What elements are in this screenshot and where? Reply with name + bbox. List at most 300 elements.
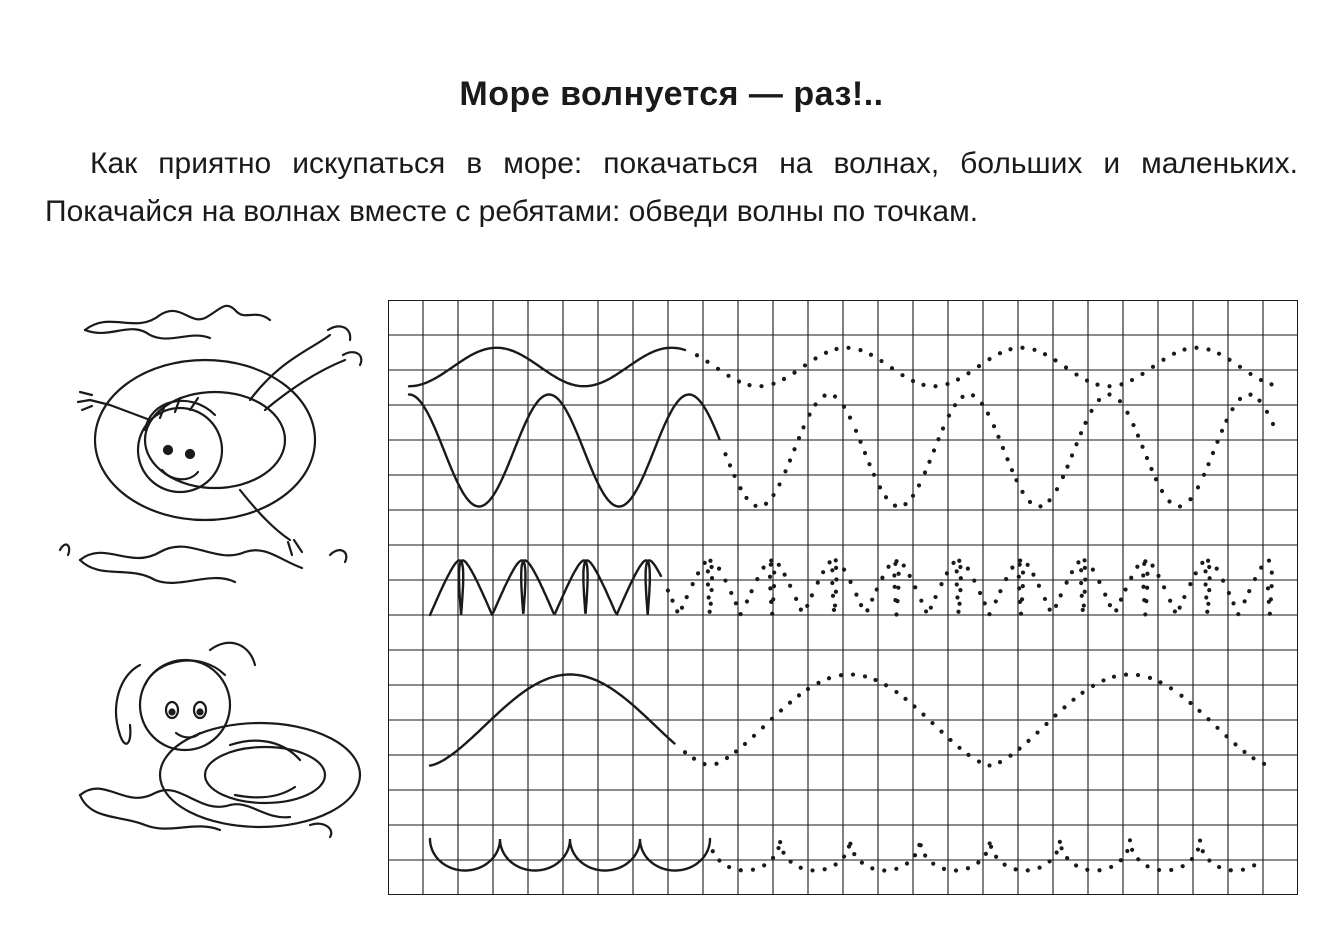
wave-dotted-row-1 xyxy=(695,353,699,357)
wave-dotted-row-3 xyxy=(1204,595,1208,599)
wave-dotted-row-3 xyxy=(799,607,803,611)
wave-dotted-row-3 xyxy=(998,589,1002,593)
wave-dotted-row-4 xyxy=(725,756,729,760)
wave-dotted-row-1 xyxy=(858,348,862,352)
wave-dotted-row-3 xyxy=(924,609,928,613)
wave-dotted-row-4 xyxy=(998,760,1002,764)
wave-dotted-row-2 xyxy=(936,437,940,441)
wave-dotted-row-3 xyxy=(875,587,879,591)
wave-dotted-row-3 xyxy=(1142,598,1146,602)
wave-dotted-row-3 xyxy=(1018,558,1022,562)
wave-dotted-row-2 xyxy=(1118,399,1122,403)
wave-dotted-row-2 xyxy=(833,394,837,398)
wave-dotted-row-5 xyxy=(778,840,782,844)
wave-dotted-row-4 xyxy=(1008,753,1012,757)
wave-dotted-row-4 xyxy=(966,753,970,757)
wave-dotted-row-5 xyxy=(1181,864,1185,868)
wave-dotted-row-3 xyxy=(1081,608,1085,612)
wave-dotted-row-3 xyxy=(816,581,820,585)
wave-dotted-row-3 xyxy=(966,567,970,571)
wave-dotted-row-5 xyxy=(1003,863,1007,867)
wave-dotted-row-3 xyxy=(1143,612,1147,616)
wave-dotted-row-5 xyxy=(810,868,814,872)
wave-dotted-row-4 xyxy=(1262,762,1266,766)
wave-dotted-row-5 xyxy=(1085,868,1089,872)
wave-dotted-row-3 xyxy=(1070,570,1074,574)
wave-dotted-row-4 xyxy=(1179,694,1183,698)
wave-dotted-row-2 xyxy=(923,470,927,474)
wave-dotted-row-3 xyxy=(939,582,943,586)
wave-dotted-row-3 xyxy=(1178,606,1182,610)
wave-dotted-row-5 xyxy=(1055,850,1059,854)
wave-dotted-row-3 xyxy=(893,585,897,589)
wave-dotted-row-3 xyxy=(1017,575,1021,579)
wave-dotted-row-3 xyxy=(945,571,949,575)
wave-dotted-row-3 xyxy=(1065,581,1069,585)
wave-dotted-row-1 xyxy=(900,373,904,377)
wave-dotted-row-3 xyxy=(1145,586,1149,590)
wave-dotted-row-3 xyxy=(1103,593,1107,597)
wave-dotted-row-3 xyxy=(805,604,809,608)
wave-dotted-row-3 xyxy=(897,572,901,576)
wave-dotted-row-2 xyxy=(788,458,792,462)
wave-dotted-row-2 xyxy=(738,486,742,490)
wave-dotted-row-5 xyxy=(1125,849,1129,853)
wave-dotted-row-1 xyxy=(782,377,786,381)
wave-dotted-row-3 xyxy=(1037,584,1041,588)
wave-dotted-row-3 xyxy=(958,588,962,592)
wave-dotted-row-3 xyxy=(1083,566,1087,570)
wave-dotted-row-3 xyxy=(1194,571,1198,575)
wave-dotted-row-4 xyxy=(1136,673,1140,677)
wave-dotted-row-2 xyxy=(1140,445,1144,449)
wave-dotted-row-2 xyxy=(1083,421,1087,425)
wave-dotted-row-2 xyxy=(1238,397,1242,401)
wave-dotted-row-3 xyxy=(810,593,814,597)
wave-dotted-row-2 xyxy=(792,447,796,451)
wave-dotted-row-2 xyxy=(986,412,990,416)
wave-dotted-row-3 xyxy=(734,601,738,605)
wave-dotted-row-3 xyxy=(972,578,976,582)
wave-dotted-row-3 xyxy=(959,576,963,580)
wave-dotted-row-3 xyxy=(1082,603,1086,607)
wave-dotted-row-5 xyxy=(1201,849,1205,853)
wave-dotted-row-1 xyxy=(987,357,991,361)
wave-dotted-row-1 xyxy=(747,383,751,387)
wave-dotted-row-3 xyxy=(691,582,695,586)
wave-dotted-row-5 xyxy=(1169,868,1173,872)
wave-dotted-row-3 xyxy=(761,566,765,570)
wave-dotted-row-3 xyxy=(1079,568,1083,572)
wave-dotted-row-4 xyxy=(702,762,706,766)
wave-dotted-row-5 xyxy=(984,852,988,856)
wave-dotted-row-1 xyxy=(1217,352,1221,356)
wave-dotted-row-3 xyxy=(896,586,900,590)
wave-dotted-row-4 xyxy=(1148,676,1152,680)
wave-dotted-row-2 xyxy=(1074,442,1078,446)
wave-dotted-row-2 xyxy=(867,462,871,466)
wave-dotted-row-4 xyxy=(806,687,810,691)
wave-dotted-row-3 xyxy=(865,608,869,612)
wave-dotted-row-2 xyxy=(878,485,882,489)
wave-dotted-row-3 xyxy=(908,574,912,578)
wave-dotted-row-3 xyxy=(834,590,838,594)
wave-dotted-row-5 xyxy=(882,868,886,872)
wave-dotted-row-5 xyxy=(923,853,927,857)
wave-dotted-row-1 xyxy=(1095,383,1099,387)
wave-dotted-row-2 xyxy=(1079,431,1083,435)
wave-dotted-row-3 xyxy=(1123,587,1127,591)
wave-dotted-row-2 xyxy=(893,504,897,508)
wave-dotted-row-4 xyxy=(816,681,820,685)
wave-dotted-row-3 xyxy=(913,585,917,589)
instructions-text: Как приятно искупаться в море: покачаться на волнах, больших и маленьких. Покачайся на волнах вместе с ребятами: обведи волны по точкам. xyxy=(45,147,1298,228)
wave-dotted-row-5 xyxy=(711,849,715,853)
wave-dotted-row-3 xyxy=(772,570,776,574)
wave-dotted-row-3 xyxy=(955,595,959,599)
wave-dotted-row-5 xyxy=(842,854,846,858)
wave-dotted-row-1 xyxy=(1032,348,1036,352)
wave-dotted-row-4 xyxy=(779,708,783,712)
wave-dotted-row-4 xyxy=(977,759,981,763)
wave-dotted-row-1 xyxy=(771,382,775,386)
wave-dotted-row-4 xyxy=(1251,756,1255,760)
wave-dotted-row-3 xyxy=(893,598,897,602)
wave-dotted-row-1 xyxy=(1130,378,1134,382)
wave-dotted-row-3 xyxy=(1208,576,1212,580)
wave-dotted-row-3 xyxy=(830,581,834,585)
wave-dotted-row-3 xyxy=(1021,584,1025,588)
wave-dotted-row-4 xyxy=(957,746,961,750)
wave-dotted-row-4 xyxy=(827,676,831,680)
wave-dotted-row-1 xyxy=(1119,382,1123,386)
wave-dotted-row-3 xyxy=(956,610,960,614)
wave-dotted-row-2 xyxy=(1020,490,1024,494)
wave-dotted-row-1 xyxy=(1151,365,1155,369)
wave-dotted-row-3 xyxy=(955,582,959,586)
wave-dotted-row-3 xyxy=(958,565,962,569)
wave-dotted-row-3 xyxy=(1079,581,1083,585)
wave-dotted-row-3 xyxy=(834,577,838,581)
wave-dotted-row-3 xyxy=(933,595,937,599)
wave-dotted-row-3 xyxy=(749,589,753,593)
wave-dotted-row-5 xyxy=(966,866,970,870)
wave-dotted-row-5 xyxy=(1074,863,1078,867)
wave-dotted-row-3 xyxy=(1059,593,1063,597)
wave-dotted-row-3 xyxy=(1019,612,1023,616)
page-title: Море волнуется — раз!.. xyxy=(459,74,884,113)
wave-dotted-row-3 xyxy=(1243,599,1247,603)
wave-dotted-row-1 xyxy=(966,371,970,375)
wave-dotted-row-3 xyxy=(783,573,787,577)
wave-dotted-row-1 xyxy=(890,366,894,370)
wave-dotted-row-2 xyxy=(1202,473,1206,477)
wave-dotted-row-2 xyxy=(1154,477,1158,481)
wave-dotted-row-3 xyxy=(723,578,727,582)
wave-dotted-row-2 xyxy=(1145,456,1149,460)
wave-dotted-row-3 xyxy=(1018,600,1022,604)
wave-dotted-row-2 xyxy=(863,451,867,455)
wave-dotted-row-3 xyxy=(831,594,835,598)
wave-dotted-row-3 xyxy=(1200,561,1204,565)
wave-dotted-row-2 xyxy=(1107,392,1111,396)
wave-dotted-row-3 xyxy=(1097,580,1101,584)
wave-dotted-row-3 xyxy=(1203,582,1207,586)
wave-dotted-row-3 xyxy=(880,576,884,580)
wave-dotted-row-3 xyxy=(919,599,923,603)
wave-dotted-row-3 xyxy=(745,599,749,603)
wave-dotted-row-5 xyxy=(1229,868,1233,872)
wave-dotted-row-5 xyxy=(833,862,837,866)
wave-dotted-row-3 xyxy=(1129,576,1133,580)
wave-dotted-row-5 xyxy=(976,860,980,864)
wave-dotted-row-2 xyxy=(996,435,1000,439)
wave-tracing-area xyxy=(388,300,1298,895)
wave-dotted-row-3 xyxy=(717,566,721,570)
wave-dotted-row-4 xyxy=(1053,713,1057,717)
wave-dotted-row-1 xyxy=(1008,347,1012,351)
wave-dotted-row-3 xyxy=(1082,558,1086,562)
wave-dotted-row-2 xyxy=(1070,453,1074,457)
wave-dotted-row-5 xyxy=(894,867,898,871)
wave-dotted-row-3 xyxy=(821,570,825,574)
wave-dotted-row-3 xyxy=(1221,579,1225,583)
wave-dotted-row-1 xyxy=(1043,352,1047,356)
wave-dotted-row-5 xyxy=(1065,856,1069,860)
wave-dotted-row-4 xyxy=(851,672,855,676)
wave-dotted-row-3 xyxy=(1156,574,1160,578)
wave-dotted-row-3 xyxy=(709,565,713,569)
wave-dotted-row-4 xyxy=(1080,691,1084,695)
wave-dotted-row-4 xyxy=(1158,680,1162,684)
wave-dotted-row-4 xyxy=(921,713,925,717)
wave-dotted-row-3 xyxy=(886,565,890,569)
wave-dotted-row-3 xyxy=(1017,586,1021,590)
wave-dotted-row-5 xyxy=(1207,858,1211,862)
wave-dotted-row-3 xyxy=(951,561,955,565)
wave-dotted-row-5 xyxy=(1047,859,1051,863)
wave-dotted-row-2 xyxy=(848,415,852,419)
wave-dotted-row-2 xyxy=(953,403,957,407)
wave-dotted-row-3 xyxy=(670,599,674,603)
wave-dotted-row-3 xyxy=(1182,595,1186,599)
wave-dotted-row-2 xyxy=(1028,500,1032,504)
wave-dotted-row-5 xyxy=(776,846,780,850)
wave-dotted-row-3 xyxy=(739,612,743,616)
wave-dotted-row-3 xyxy=(1268,612,1272,616)
wave-dotted-row-3 xyxy=(770,612,774,616)
wave-dotted-row-5 xyxy=(739,868,743,872)
wave-dotted-row-3 xyxy=(710,576,714,580)
wave-dotted-row-4 xyxy=(1242,750,1246,754)
wave-dotted-row-4 xyxy=(1124,673,1128,677)
wave-dotted-row-2 xyxy=(1167,499,1171,503)
wave-dotted-row-3 xyxy=(833,603,837,607)
wave-dotted-row-2 xyxy=(903,502,907,506)
wave-dotted-row-3 xyxy=(1203,569,1207,573)
wave-dotted-row-2 xyxy=(980,402,984,406)
wave-dotted-row-3 xyxy=(1236,612,1240,616)
wave-dotted-row-3 xyxy=(708,610,712,614)
wave-dotted-row-3 xyxy=(675,609,679,613)
wave-dotted-row-1 xyxy=(792,371,796,375)
wave-dotted-row-3 xyxy=(870,598,874,602)
wave-dotted-row-4 xyxy=(948,738,952,742)
wave-dotted-row-2 xyxy=(932,448,936,452)
wave-dotted-row-1 xyxy=(933,384,937,388)
wave-dotted-row-3 xyxy=(1004,577,1008,581)
wave-dotted-row-3 xyxy=(1266,586,1270,590)
wave-dotted-row-1 xyxy=(846,346,850,350)
wave-dotted-row-5 xyxy=(727,865,731,869)
wave-dotted-row-3 xyxy=(827,560,831,564)
wave-dotted-row-5 xyxy=(1109,865,1113,869)
wave-dotted-row-1 xyxy=(921,383,925,387)
wave-dotted-row-2 xyxy=(1010,468,1014,472)
wave-solid-row-1 xyxy=(409,348,685,387)
wave-dotted-row-3 xyxy=(1205,610,1209,614)
wave-dotted-row-2 xyxy=(884,495,888,499)
wave-dotted-row-1 xyxy=(1172,352,1176,356)
wave-dotted-row-3 xyxy=(955,569,959,573)
wave-dotted-row-2 xyxy=(911,494,915,498)
wave-dotted-row-5 xyxy=(994,855,998,859)
wave-dotted-row-3 xyxy=(769,563,773,567)
wave-dotted-row-2 xyxy=(1271,422,1275,426)
wave-dotted-row-1 xyxy=(1053,358,1057,362)
wave-solid-row-3 xyxy=(430,560,661,615)
wave-dotted-row-2 xyxy=(1005,457,1009,461)
wave-dotted-row-2 xyxy=(941,426,945,430)
wave-dotted-row-4 xyxy=(1206,717,1210,721)
wave-dotted-row-5 xyxy=(799,866,803,870)
wave-dotted-row-4 xyxy=(734,749,738,753)
wave-dotted-row-3 xyxy=(1135,565,1139,569)
wave-dotted-row-2 xyxy=(1224,419,1228,423)
wave-dotted-row-4 xyxy=(939,730,943,734)
wave-dotted-row-2 xyxy=(1097,398,1101,402)
wave-dotted-row-1 xyxy=(813,356,817,360)
wave-dotted-row-2 xyxy=(723,452,727,456)
wave-dotted-row-1 xyxy=(1064,365,1068,369)
wave-dotted-row-5 xyxy=(1157,868,1161,872)
wave-dotted-row-1 xyxy=(1074,372,1078,376)
wave-dotted-row-3 xyxy=(859,603,863,607)
wave-dotted-row-1 xyxy=(1182,347,1186,351)
wave-dotted-row-5 xyxy=(913,853,917,857)
wave-dotted-row-3 xyxy=(1141,573,1145,577)
wave-dotted-row-3 xyxy=(1054,604,1058,608)
wave-dotted-row-4 xyxy=(1062,705,1066,709)
wave-dotted-row-1 xyxy=(911,379,915,383)
wave-dotted-row-2 xyxy=(1265,410,1269,414)
wave-dotted-row-4 xyxy=(912,704,916,708)
wave-dotted-row-1 xyxy=(1085,378,1089,382)
wave-dotted-row-2 xyxy=(1160,489,1164,493)
wave-dotted-row-3 xyxy=(894,612,898,616)
wave-dotted-row-4 xyxy=(1091,684,1095,688)
wave-dotted-row-3 xyxy=(710,588,714,592)
wave-dotted-row-2 xyxy=(777,482,781,486)
wave-dotted-row-5 xyxy=(852,852,856,856)
wave-dotted-row-5 xyxy=(989,845,993,849)
wave-dotted-row-3 xyxy=(1018,562,1022,566)
wave-dotted-row-2 xyxy=(971,393,975,397)
wave-dotted-row-3 xyxy=(834,566,838,570)
wave-dotted-row-2 xyxy=(744,496,748,500)
wave-dotted-row-3 xyxy=(772,584,776,588)
wave-dotted-row-4 xyxy=(683,750,687,754)
wave-dotted-row-4 xyxy=(1017,747,1021,751)
boy-swimming-illustration xyxy=(40,290,380,610)
wave-dotted-row-1 xyxy=(1140,372,1144,376)
wave-dotted-row-3 xyxy=(777,563,781,567)
wave-dotted-row-3 xyxy=(1227,591,1231,595)
wave-dotted-row-3 xyxy=(987,612,991,616)
wave-dotted-row-2 xyxy=(1014,478,1018,482)
wave-dotted-row-3 xyxy=(1142,562,1146,566)
wave-dotted-row-5 xyxy=(931,862,935,866)
wave-dotted-row-2 xyxy=(1257,399,1261,403)
wave-dotted-row-5 xyxy=(1059,846,1063,850)
wave-dotted-row-2 xyxy=(858,440,862,444)
wave-dotted-row-4 xyxy=(903,697,907,701)
wave-dotted-row-3 xyxy=(834,558,838,562)
wave-dotted-row-3 xyxy=(1206,602,1210,606)
wave-dotted-row-4 xyxy=(839,673,843,677)
wave-dotted-row-5 xyxy=(823,867,827,871)
wave-dotted-row-2 xyxy=(1089,409,1093,413)
wave-dotted-row-3 xyxy=(788,584,792,588)
wave-dotted-row-2 xyxy=(872,473,876,477)
wave-dotted-row-3 xyxy=(1141,585,1145,589)
wave-dotted-row-5 xyxy=(1026,868,1030,872)
wave-dotted-row-1 xyxy=(869,353,873,357)
wave-dotted-row-3 xyxy=(1114,608,1118,612)
wave-dotted-row-4 xyxy=(752,734,756,738)
wave-dotted-row-4 xyxy=(761,725,765,729)
wave-dotted-row-2 xyxy=(992,424,996,428)
wave-dotted-row-3 xyxy=(707,595,711,599)
wave-dotted-row-5 xyxy=(1145,864,1149,868)
wave-dotted-row-4 xyxy=(884,683,888,687)
wave-dotted-row-3 xyxy=(1270,584,1274,588)
wave-dotted-row-4 xyxy=(788,700,792,704)
wave-dotted-row-5 xyxy=(1119,858,1123,862)
wave-dotted-row-5 xyxy=(717,858,721,862)
wave-dotted-row-2 xyxy=(842,405,846,409)
wave-dotted-row-1 xyxy=(834,347,838,351)
wave-dotted-row-1 xyxy=(1269,382,1273,386)
wave-dotted-row-2 xyxy=(1230,407,1234,411)
wave-dotted-row-2 xyxy=(797,436,801,440)
wave-dotted-row-4 xyxy=(873,678,877,682)
wave-dotted-row-2 xyxy=(1061,475,1065,479)
wave-dotted-row-5 xyxy=(1198,838,1202,842)
wave-dotted-row-1 xyxy=(1206,347,1210,351)
wave-dotted-row-3 xyxy=(1267,558,1271,562)
wave-dotted-row-3 xyxy=(1083,590,1087,594)
wave-dotted-row-1 xyxy=(803,363,807,367)
wave-dotted-row-3 xyxy=(706,582,710,586)
wave-dotted-row-3 xyxy=(1270,570,1274,574)
wave-dotted-row-3 xyxy=(848,580,852,584)
wave-dotted-row-4 xyxy=(894,690,898,694)
tracing-grid xyxy=(388,300,1298,895)
wave-dotted-row-1 xyxy=(716,367,720,371)
wave-dotted-row-2 xyxy=(1001,446,1005,450)
wave-dotted-row-4 xyxy=(1112,675,1116,679)
